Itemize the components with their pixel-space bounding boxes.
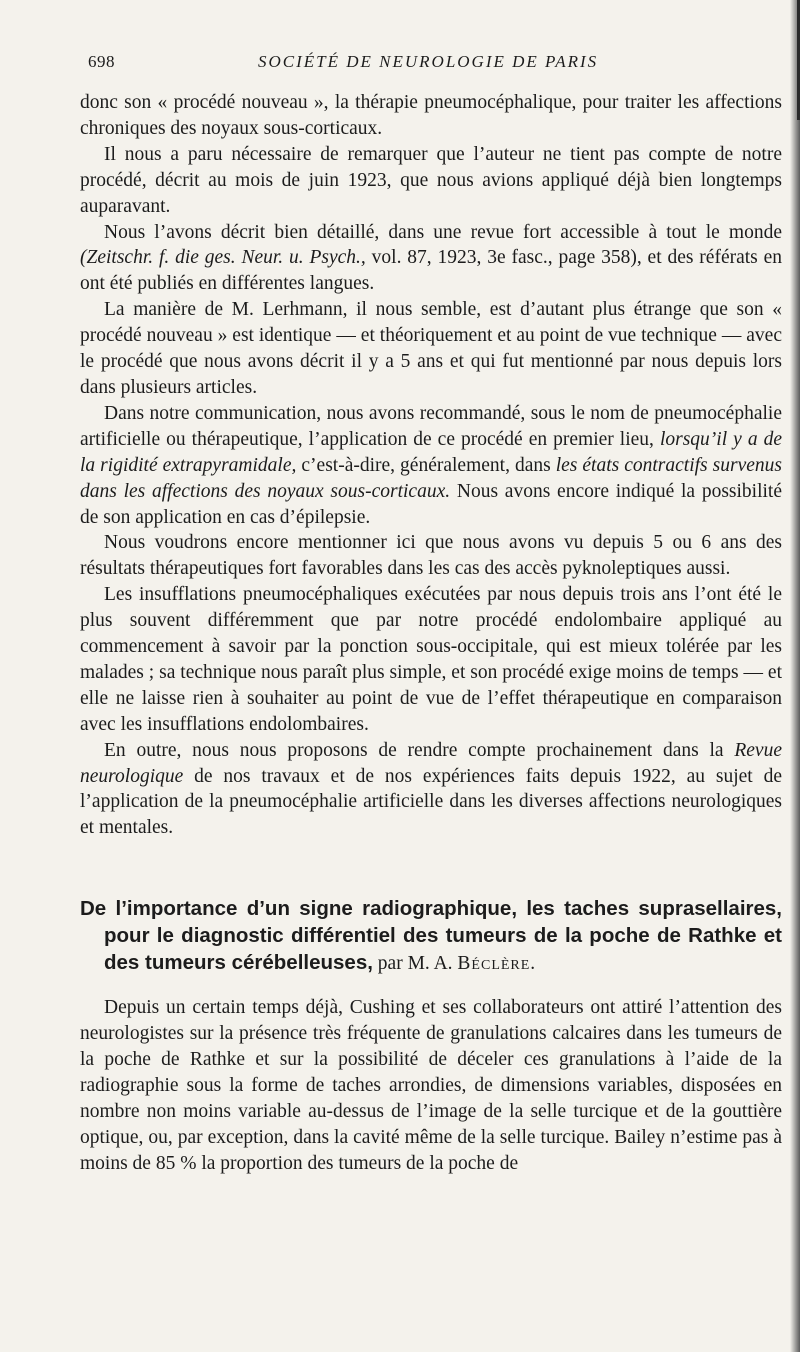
text-run: vol. 87, 1923, 3e fasc., page 358), et des référats en ont été publiés en différentes langues.: [80, 247, 782, 295]
paragraph: Depuis un certain temps déjà, Cushing et ses collaborateurs ont attiré l’attention des neurologistes sur la présence très fréquente de granulations calcaires dans les tumeurs de la poche de Rathke et sur la possibilité de déceler ces granulations à l’aide de la radiographie sous la forme de taches arrondies, de dimensions variables, disposées en nombre non moins variable au-dessus de l’image de la selle turcique et de la gouttière optique, ou, par exception, dans la cavité même de la selle turcique. Bailey n’estime pas à moins de 85 % la proportion des tumeurs de la poche de: [80, 997, 782, 1174]
paragraph: [80, 220, 782, 298]
text-run: En outre, nous nous proposons de rendre compte prochainement dans la: [104, 739, 735, 761]
text-run: Nous avons encore indiqué la possibilité de son application en cas d’épilepsie.: [80, 480, 783, 528]
running-head: [80, 52, 782, 82]
journal-title: SOCIÉTÉ DE NEUROLOGIE DE PARIS: [258, 52, 599, 71]
page: [80, 52, 782, 1177]
paragraph: [80, 401, 782, 531]
body-section-1: [80, 90, 782, 841]
paragraph: Nous voudrons encore mentionner ici que nous avons vu depuis 5 ou 6 ans des résultats thérapeutiques fort favorables dans les cas des accès pyknoleptiques aussi.: [80, 532, 782, 580]
author-name: Béclère.: [457, 953, 537, 975]
journal-name-italic: Revue neurologique: [80, 739, 782, 787]
article-title: De l’importance d’un signe radiographique, les taches suprasellaires, pour le diagnostic différentiel des tumeurs de la poche de Rathke et des tumeurs cérébelleuses,: [80, 897, 782, 975]
text-run: Nous l’avons décrit bien détaillé, dans une revue fort accessible à tout le monde: [104, 221, 782, 243]
paragraph: La manière de M. Lerhmann, il nous semble, est d’autant plus étrange que son « procédé nouveau » est identique — et théoriquement et au point de vue technique — avec le procédé que nous avons décrit il y a 5 ans et qui fut mentionné par nous depuis lors dans plusieurs articles.: [80, 299, 782, 398]
body-section-2: [80, 995, 782, 1176]
page-number: 698: [88, 52, 115, 71]
emphasis-italic: les états contractifs survenus dans les affections des noyaux sous-corticaux.: [80, 454, 782, 502]
text-run: c’est-à-dire, généralement, dans: [296, 454, 556, 476]
paragraph: donc son « procédé nouveau », la thérapie pneumocéphalique, pour traiter les affections chroniques des noyaux sous-corticaux.: [80, 92, 782, 139]
author-by: par M. A.: [372, 953, 458, 975]
emphasis-italic: lorsqu’il y a de la rigidité extrapyramidale,: [80, 428, 783, 476]
citation-italic: (Zeitschr. f. die ges. Neur. u. Psych.,: [80, 247, 366, 269]
paragraph: Les insufflations pneumocéphaliques exécutées par nous depuis trois ans l’ont été le plus souvent différemment que par notre procédé endolombaire appliqué au commencement à savoir par la ponction sous-occipitale, qui est mieux tolérée par les malades ; sa technique nous paraît plus simple, et son procédé exige moins de temps — et elle ne laisse rien à souhaiter au point de vue de l’effet thérapeutique en comparaison avec les insufflations endolombaires.: [80, 584, 782, 735]
page-edge-shadow: [790, 0, 800, 1352]
text-run: Dans notre communication, nous avons recommandé, sous le nom de pneumocéphalie artificielle ou thérapeutique, l’application de ce procédé en premier lieu,: [80, 402, 782, 450]
article-heading: [80, 895, 782, 977]
paragraph: Il nous a paru nécessaire de remarquer que l’auteur ne tient pas compte de notre procédé, décrit au mois de juin 1923, que nous avions appliqué déjà bien longtemps auparavant.: [80, 143, 782, 217]
paragraph: [80, 738, 782, 842]
text-run: de nos travaux et de nos expériences faits depuis 1922, au sujet de l’application de la pneumocéphalie artificielle dans les diverses affections neurologiques et mentales.: [80, 765, 782, 839]
